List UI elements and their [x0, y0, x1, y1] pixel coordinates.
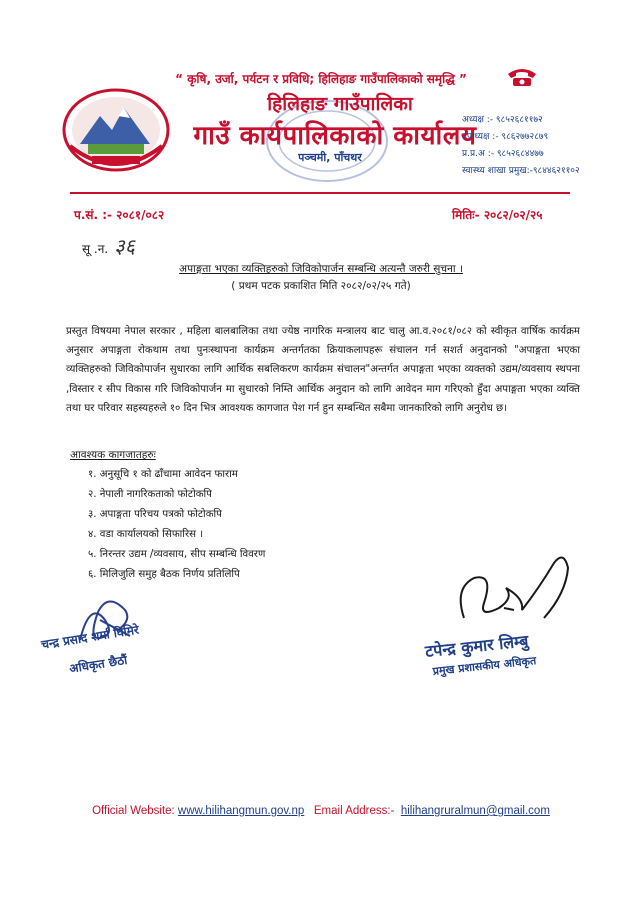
email-link[interactable]: hilihangruralmun@gmail.com	[400, 805, 550, 817]
slogan: “ कृषि, उर्जा, पर्यटन र प्रविधि; हिलिहाङ गाउँपालिकाको समृद्धि ”	[175, 72, 467, 86]
municipality-name: हिलिहाङ गाउँपालिका	[267, 93, 413, 115]
list-item: ४. वडा कार्यालयको सिफारिस ।	[88, 529, 204, 540]
requirements-list	[88, 465, 265, 585]
serial-number-label: सू .न.	[82, 242, 109, 256]
list-item: १. अनुसूचि १ को ढाँचामा आवेदन फाराम	[88, 469, 238, 480]
contact-chair: अध्यक्ष :- ९८५२६८११७२	[462, 115, 543, 125]
contact-list	[462, 112, 580, 180]
list-item: २. नेपाली नागरिकताको फोटोकपि	[88, 489, 212, 500]
publication-note: ( प्रथम पटक प्रकाशित मिति २०८२/०२/२५ गते)	[231, 280, 411, 292]
email-label: Email Address:-	[313, 805, 395, 817]
list-item: ५. निरन्तर उद्यम /व्यवसाय, सीप सम्बन्धि विवरण	[88, 549, 266, 560]
right-signature-scribble	[444, 548, 584, 638]
footer	[0, 805, 642, 817]
subject-text: अपाङ्गता भएका व्यक्तिहरुको जिविकोपार्जन सम्बन्धि अत्यन्तै जरुरी सुचना ।	[179, 263, 463, 275]
website-label: Official Website:	[92, 805, 178, 817]
contact-health-chief: स्वास्थ्य शाखा प्रमुख:-९८४४६२११०२	[462, 166, 580, 176]
serial-number-value: ३६	[114, 234, 136, 258]
reference-number: प.सं. :- २०८१/०८२	[74, 208, 165, 222]
contact-cao: प्र.प्र.अ :- ९८५२६८४४७७	[462, 149, 544, 159]
letter-body: प्रस्तुत विषयमा नेपाल सरकार , महिला बालबालिका तथा ज्येष्ठ नागरिक मन्त्रालय बाट चालु आ.व.२०८१/०८२ को स्वीकृत वार्षिक कार्यक्रम अनुसार अपाङ्गता रोकथाम तथा पुनःस्थापना कार्यक्रम अन्तर्गतका क्रियाकलापहरू संचालन गर्न सशर्त अनुदानको "अपाङ्गता भएका व्यक्तिहरुको जिविकोपार्जन सुधारका लागि आर्थिक सबलिकरण कार्यक्रम संचालन"अन्तर्गत अपाङ्गता भएका व्यक्तको उद्यम/व्यवसाय स्थपना ,विस्तार र सीप विकास गरि जिविकोपार्जन मा सुधारको निम्ति आर्थिक अनुदान को लागि आवेदन माग गरिएको हुँदा अपाङ्गता भएका व्यक्ति तथा घर परिवार सहस्यहरुले १० दिन भित्र आवश्यक कागजात पेश गर्न हुन सम्बन्धित सबैमा जानकारिको लागि अनुरोध छ।	[66, 326, 580, 414]
left-signatory-title: अधिकृत छैठौं	[68, 652, 129, 676]
letter-date: मितिः- २०८२/०२/२५	[452, 208, 543, 222]
letter-subject	[0, 262, 642, 276]
left-signatory-name: चन्द्र प्रसाद शर्मा घिमिरे	[40, 622, 140, 652]
office-address: पञ्चमी, पाँचथर	[298, 151, 362, 164]
serial-number	[82, 232, 135, 259]
header-divider	[70, 192, 570, 194]
requirements-title: आवश्यक कागजातहरुः	[70, 449, 156, 461]
website-link[interactable]: www.hilihangmun.gov.np	[177, 805, 305, 817]
right-signatory-title: प्रमुख प्रशासकीय अधिकृत	[432, 654, 537, 678]
contact-vice-chair: उपाध्यक्ष :- ९८६२७७२८७९	[462, 132, 549, 142]
list-item: ६. मिलिजुलि समुह बैठक निर्णय प्रतिलिपि	[88, 569, 240, 580]
office-name: गाउँ कार्यपालिकाको कार्यालय	[193, 121, 477, 151]
list-item: ३. अपाङ्गता परिचय पत्रको फोटोकपि	[88, 509, 222, 520]
right-signatory-name: टपेन्द्र कुमार लिम्बु	[424, 631, 530, 661]
